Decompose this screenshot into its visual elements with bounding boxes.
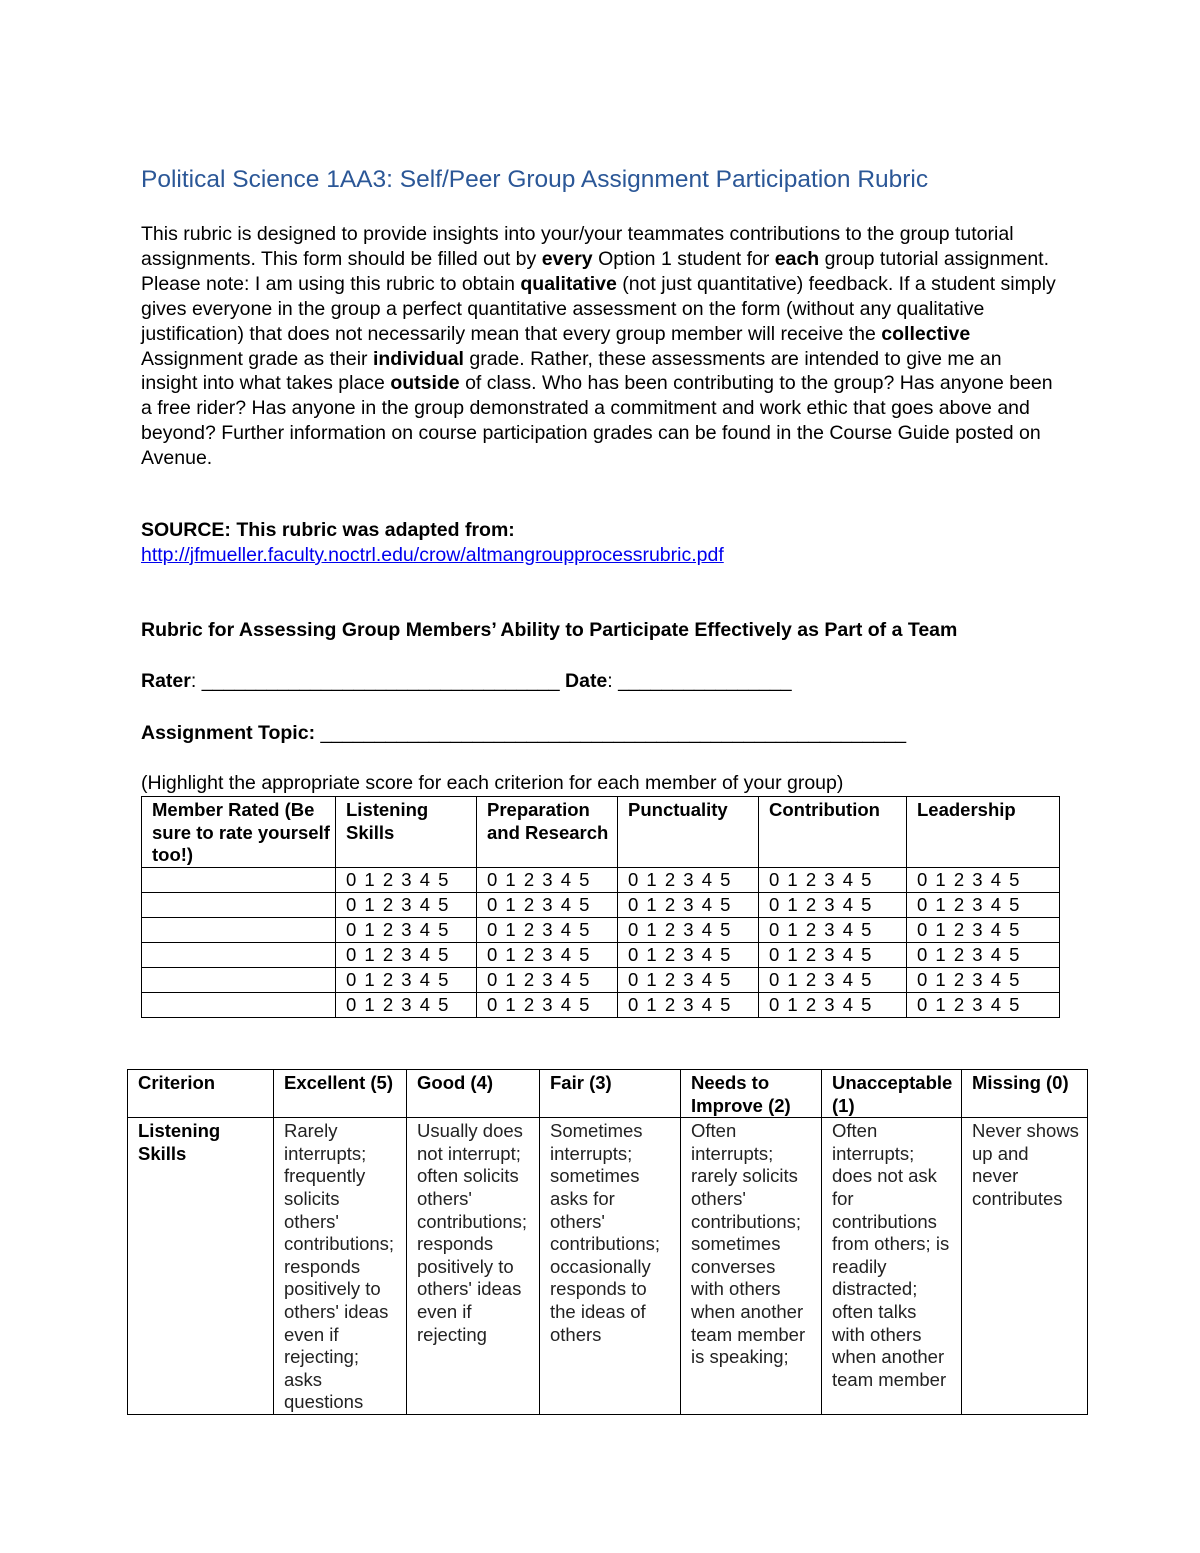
header-member-rated: Member Rated (Be sure to rate yourself too!)	[142, 797, 336, 868]
member-name-cell[interactable]	[142, 992, 336, 1017]
header-listening-skills: Listening Skills	[336, 797, 477, 868]
header-contribution: Contribution	[759, 797, 907, 868]
header-punctuality: Punctuality	[618, 797, 759, 868]
score-scale-cell[interactable]: 0 1 2 3 4 5	[336, 867, 477, 892]
score-scale-cell[interactable]: 0 1 2 3 4 5	[618, 917, 759, 942]
member-name-cell[interactable]	[142, 942, 336, 967]
header-missing: Missing (0)	[962, 1070, 1088, 1118]
header-fair: Fair (3)	[540, 1070, 681, 1118]
intro-text-run: Assignment grade as their	[141, 347, 373, 370]
intro-bold-run: qualitative	[520, 272, 617, 295]
header-leadership: Leadership	[907, 797, 1060, 868]
score-scale-cell[interactable]: 0 1 2 3 4 5	[618, 867, 759, 892]
intro-text-run: Option 1 student for	[592, 247, 775, 270]
intro-text-run: This rubric is designed to provide insights into your/your teammates contributions to the group tutorial assignments. This form should be filled out by	[141, 223, 1014, 270]
score-row	[142, 892, 1060, 917]
score-scale-cell[interactable]: 0 1 2 3 4 5	[336, 992, 477, 1017]
score-scale-cell[interactable]: 0 1 2 3 4 5	[618, 942, 759, 967]
intro-bold-run: each	[774, 247, 820, 270]
score-scale-cell[interactable]: 0 1 2 3 4 5	[336, 892, 477, 917]
intro-text-run: grade. Rather, these assessments are intended to give me an insight into what takes place	[141, 347, 1002, 395]
document-title: Political Science 1AA3: Self/Peer Group Assignment Participation Rubric	[141, 166, 929, 193]
member-name-cell[interactable]	[142, 892, 336, 917]
score-row	[142, 967, 1060, 992]
intro-text-run: of class. Who has been contributing to the group? Has anyone been a free rider? Has anyone in the group demonstrated a commitment and work ethic that goes above and beyond? Further information on course participation grades can be found in the Course Guide posted on Avenue.	[141, 372, 1053, 470]
score-scale-cell[interactable]: 0 1 2 3 4 5	[759, 892, 907, 917]
score-scale-cell[interactable]: 0 1 2 3 4 5	[477, 867, 618, 892]
criteria-table-header	[128, 1070, 1088, 1118]
header-needs-to-improve: Needs to Improve (2)	[681, 1070, 822, 1118]
criterion-missing-text: Never shows up and never contributes	[962, 1118, 1088, 1415]
score-scale-cell[interactable]: 0 1 2 3 4 5	[336, 942, 477, 967]
score-row	[142, 942, 1060, 967]
intro-paragraph	[141, 222, 1061, 471]
score-scale-cell[interactable]: 0 1 2 3 4 5	[759, 942, 907, 967]
topic-line	[141, 722, 906, 745]
intro-text-run: (not just quantitative) feedback. If a student simply gives everyone in the group a perfect quantitative assessment on the form (without any qualitative justification) that does not necessarily mean that every group member will receive the	[141, 272, 1056, 345]
header-excellent: Excellent (5)	[274, 1070, 407, 1118]
score-scale-cell[interactable]: 0 1 2 3 4 5	[618, 992, 759, 1017]
criterion-good-text: Usually does not interrupt; often solicits others' contributions; responds positively to others' ideas even if rejecting	[407, 1118, 540, 1415]
score-scale-cell[interactable]: 0 1 2 3 4 5	[336, 917, 477, 942]
rater-field[interactable]: : _________________________________	[190, 670, 560, 692]
criterion-fair-text: Sometimes interrupts; sometimes asks for others' contributions; occasionally responds to the ideas of others	[540, 1118, 681, 1415]
rater-label: Rater	[141, 670, 191, 692]
criteria-table	[127, 1069, 1088, 1415]
criteria-row-listening-skills	[128, 1118, 1088, 1415]
rubric-heading: Rubric for Assessing Group Members’ Ability to Participate Effectively as Part of a Team	[141, 619, 958, 641]
score-table	[141, 796, 1060, 1018]
score-scale-cell[interactable]: 0 1 2 3 4 5	[907, 892, 1060, 917]
intro-bold-run: collective	[881, 322, 971, 345]
criterion-excellent-text: Rarely interrupts; frequently solicits others' contributions; responds positively to others' ideas even if rejecting; asks questions	[274, 1118, 407, 1415]
score-scale-cell[interactable]: 0 1 2 3 4 5	[618, 892, 759, 917]
topic-label: Assignment Topic:	[141, 722, 316, 744]
header-preparation-research: Preparation and Research	[477, 797, 618, 868]
date-field[interactable]: : ________________	[607, 670, 792, 692]
criterion-unacceptable-text: Often interrupts; does not ask for contributions from others; is readily distracted; often talks with others when another team member	[822, 1118, 962, 1415]
score-scale-cell[interactable]: 0 1 2 3 4 5	[907, 917, 1060, 942]
score-scale-cell[interactable]: 0 1 2 3 4 5	[618, 967, 759, 992]
score-row	[142, 992, 1060, 1017]
score-scale-cell[interactable]: 0 1 2 3 4 5	[759, 992, 907, 1017]
date-label: Date	[565, 670, 608, 692]
score-scale-cell[interactable]: 0 1 2 3 4 5	[336, 967, 477, 992]
score-scale-cell[interactable]: 0 1 2 3 4 5	[477, 967, 618, 992]
header-good: Good (4)	[407, 1070, 540, 1118]
score-scale-cell[interactable]: 0 1 2 3 4 5	[477, 942, 618, 967]
score-scale-cell[interactable]: 0 1 2 3 4 5	[477, 992, 618, 1017]
intro-text-run: group tutorial assignment. Please note: I am using this rubric to obtain	[141, 247, 1050, 295]
score-row	[142, 867, 1060, 892]
member-name-cell[interactable]	[142, 867, 336, 892]
score-scale-cell[interactable]: 0 1 2 3 4 5	[477, 892, 618, 917]
source-label: SOURCE: This rubric was adapted from:	[141, 519, 515, 541]
score-scale-cell[interactable]: 0 1 2 3 4 5	[759, 867, 907, 892]
topic-field[interactable]: ______________________________________________________	[315, 722, 907, 744]
member-name-cell[interactable]	[142, 917, 336, 942]
score-scale-cell[interactable]: 0 1 2 3 4 5	[907, 967, 1060, 992]
member-name-cell[interactable]	[142, 967, 336, 992]
intro-bold-run: individual	[372, 347, 464, 370]
intro-bold-run: outside	[390, 372, 460, 395]
score-scale-cell[interactable]: 0 1 2 3 4 5	[907, 867, 1060, 892]
rater-date-line	[141, 670, 792, 693]
criterion-name: Listening Skills	[128, 1118, 274, 1415]
instruction-text: (Highlight the appropriate score for each criterion for each member of your group)	[141, 772, 844, 794]
score-scale-cell[interactable]: 0 1 2 3 4 5	[907, 942, 1060, 967]
score-scale-cell[interactable]: 0 1 2 3 4 5	[907, 992, 1060, 1017]
criterion-needs-improve-text: Often interrupts; rarely solicits others' contributions; sometimes converses with others when another team member is speaking;	[681, 1118, 822, 1415]
source-link[interactable]: http://jfmueller.faculty.noctrl.edu/crow/altmangroupprocessrubric.pdf	[141, 544, 724, 566]
score-row	[142, 917, 1060, 942]
score-scale-cell[interactable]: 0 1 2 3 4 5	[759, 967, 907, 992]
header-criterion: Criterion	[128, 1070, 274, 1118]
score-table-header	[142, 797, 1060, 868]
score-scale-cell[interactable]: 0 1 2 3 4 5	[759, 917, 907, 942]
header-unacceptable: Unacceptable (1)	[822, 1070, 962, 1118]
score-scale-cell[interactable]: 0 1 2 3 4 5	[477, 917, 618, 942]
intro-bold-run: every	[541, 247, 593, 270]
